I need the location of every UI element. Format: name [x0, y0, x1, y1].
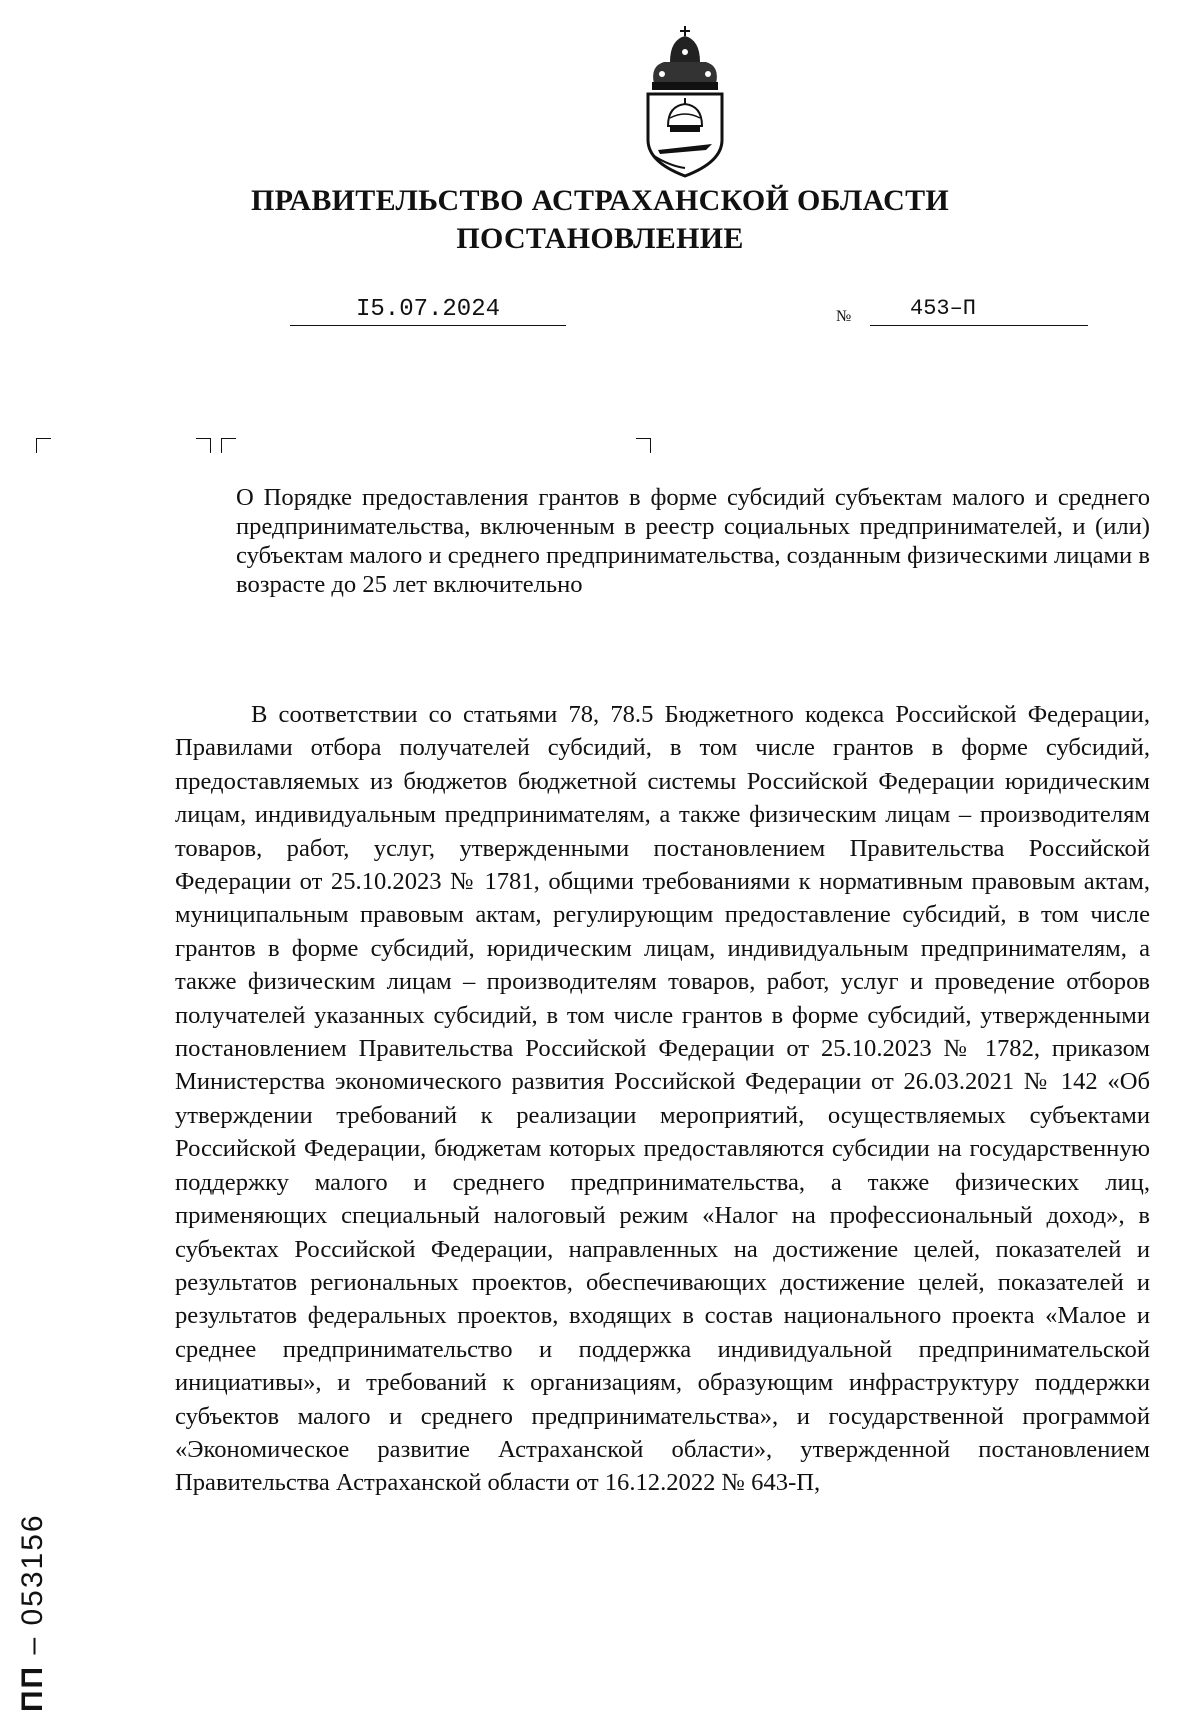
- number-label: №: [836, 308, 852, 325]
- document-subject: О Порядке предоставления грантов в форме субсидий субъектам малого и среднего предпринимательства, включенным в реестр социальных предпринимателей, и (или) субъектам малого и среднего предпринимательства, созданным физическими лицами в возрасте до 25 лет включительно: [236, 484, 1150, 598]
- document-type: ПОСТАНОВЛЕНИЕ: [456, 222, 744, 255]
- serial-separator: –: [16, 1625, 49, 1665]
- document-number: 453–П: [870, 296, 1088, 326]
- preamble-paragraph: В соответствии со статьями 78, 78.5 Бюджетного кодекса Российской Федерации, Правилами отбора получателей субсидий, в том числе грантов в форме субсидий, предоставляемых из бюджетов бюджетной системы Российской Федерации юридическим лицам, индивидуальным предпринимателям, а также физическим лицам – производителям товаров, работ, услуг, утвержденными постановлением Правительства Российской Федерации от 25.10.2023 № 1781, общими требованиями к нормативным правовым актам, муниципальным правовым актам, регулирующим предоставление субсидий, в том числе грантов в форме субсидий, юридическим лицам, индивидуальным предпринимателям, а также физическим лицам – производителям товаров, работ, услуг и проведение отборов получателей указанных субсидий, в том числе грантов в форме субсидий, утвержденными постановлением Правительства Российской Федерации от 25.10.2023 № 1782, приказом Министерства экономического развития Российской Федерации от 26.03.2021 № 142 «Об утверждении требований к реализации мероприятий, осуществляемых субъектами Российской Федерации, бюджетам которых предоставляются субсидии на государственную поддержку малого и среднего предпринимательства, а также физических лиц, применяющих специальный налоговый режим «Налог на профессиональный доход», в субъектах Российской Федерации, направленных на достижение целей, показателей и результатов региональных проектов, обеспечивающих достижение целей, показателей и результатов федеральных проектов, входящих в состав национального проекта «Малое и среднее предпринимательство и поддержка индивидуальной предпринимательской инициативы», и требований к организациям, образующим инфраструктуру поддержки субъектов малого и среднего предпринимательства», и государственной программой «Экономическое развитие Астраханской области», утвержденной постановлением Правительства Астраханской области от 16.12.2022 № 643-П,: [175, 701, 1150, 1497]
- subject-corner-mark-left: [221, 438, 236, 453]
- serial-prefix: ПП: [16, 1664, 49, 1712]
- coat-of-arms-icon: [640, 22, 730, 182]
- blank-serial-number: [16, 1513, 50, 1712]
- document-date: I5.07.2024: [290, 296, 566, 326]
- corner-mark-top-left: [36, 438, 51, 453]
- corner-mark-top-right: [196, 438, 211, 453]
- serial-digits: 053156: [16, 1513, 49, 1626]
- organization-name: ПРАВИТЕЛЬСТВО АСТРАХАНСКОЙ ОБЛАСТИ: [250, 184, 950, 217]
- subject-corner-mark-right: [636, 438, 651, 453]
